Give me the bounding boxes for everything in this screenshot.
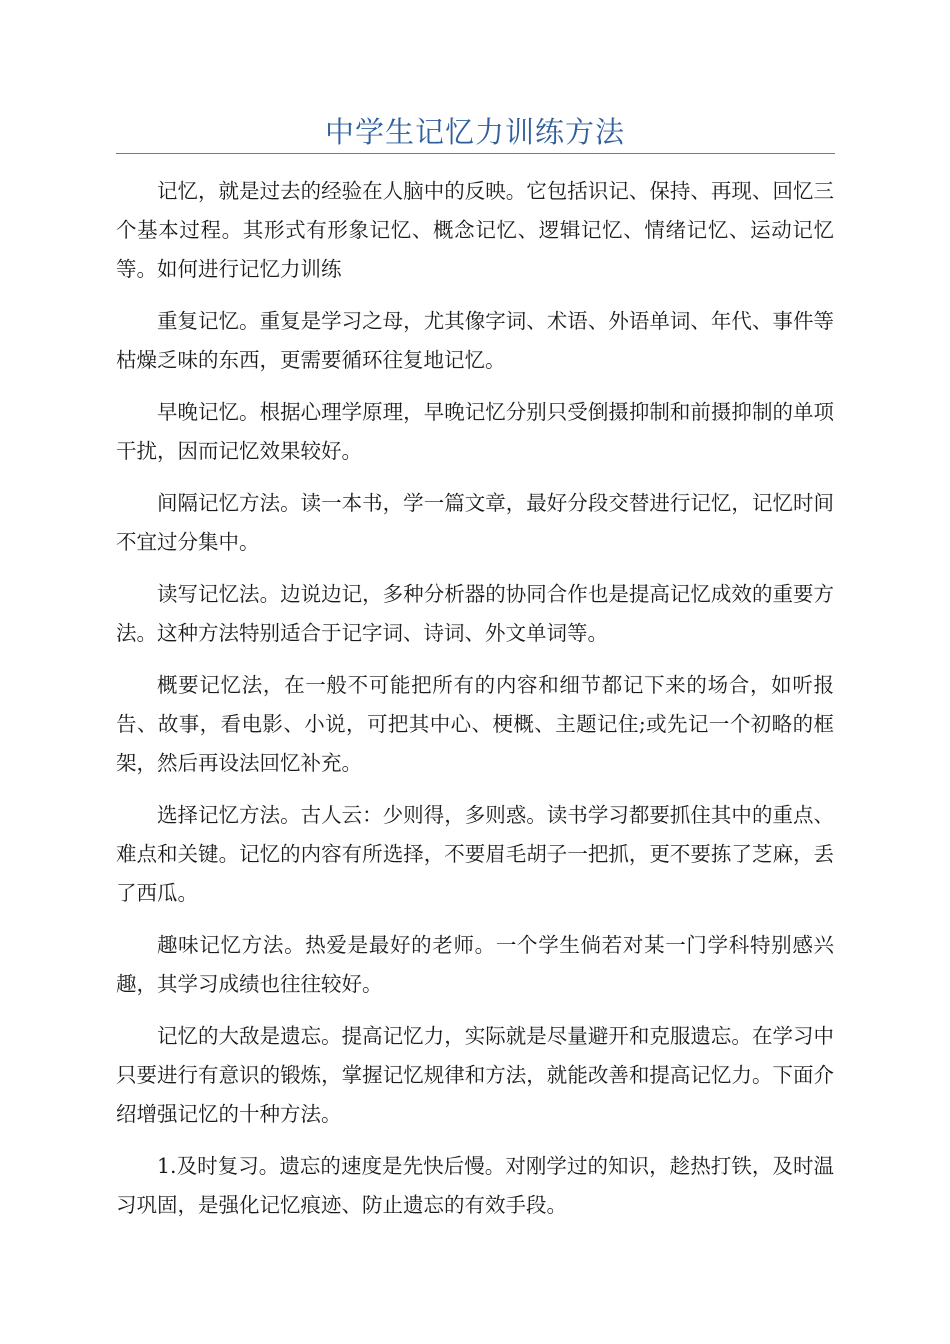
paragraph-interest-memory: 趣味记忆方法。热爱是最好的老师。一个学生倘若对某一门学科特别感兴趣，其学习成绩也往往较好。 bbox=[116, 933, 834, 996]
title-underline bbox=[116, 153, 835, 154]
paragraph-intro: 记忆，就是过去的经验在人脑中的反映。它包括识记、保持、再现、回忆三个基本过程。其形式有形象记忆、概念记忆、逻辑记忆、情绪记忆、运动记忆等。如何进行记忆力训练 bbox=[116, 179, 834, 281]
paragraph-timely-review: 1.及时复习。遗忘的速度是先快后慢。对刚学过的知识，趁热打铁，及时温习巩固，是强化记忆痕迹、防止遗忘的有效手段。 bbox=[116, 1154, 834, 1217]
paragraph-morning-evening-memory: 早晚记忆。根据心理学原理，早晚记忆分别只受倒摄抑制和前摄抑制的单项干扰，因而记忆效果较好。 bbox=[116, 400, 834, 463]
paragraph-summary-memory: 概要记忆法，在一般不可能把所有的内容和细节都记下来的场合，如听报告、故事，看电影、小说，可把其中心、梗概、主题记住;或先记一个初略的框架，然后再设法回忆补充。 bbox=[116, 673, 834, 775]
paragraph-selective-memory: 选择记忆方法。古人云：少则得，多则惑。读书学习都要抓住其中的重点、难点和关键。记忆的内容有所选择，不要眉毛胡子一把抓，更不要拣了芝麻，丢了西瓜。 bbox=[116, 803, 834, 905]
document-title: 中学生记忆力训练方法 bbox=[324, 115, 625, 149]
paragraph-interval-memory: 间隔记忆方法。读一本书，学一篇文章，最好分段交替进行记忆，记忆时间不宜过分集中。 bbox=[116, 491, 834, 554]
paragraph-repetition-memory: 重复记忆。重复是学习之母，尤其像字词、术语、外语单词、年代、事件等枯燥乏味的东西，更需要循环往复地记忆。 bbox=[116, 309, 834, 372]
paragraph-read-write-memory: 读写记忆法。边说边记，多种分析器的协同合作也是提高记忆成效的重要方法。这种方法特别适合于记字词、诗词、外文单词等。 bbox=[116, 582, 834, 645]
paragraph-forgetting: 记忆的大敌是遗忘。提高记忆力，实际就是尽量避开和克服遗忘。在学习中只要进行有意识的锻炼，掌握记忆规律和方法，就能改善和提高记忆力。下面介绍增强记忆的十种方法。 bbox=[116, 1024, 834, 1126]
document-body bbox=[116, 172, 834, 1238]
